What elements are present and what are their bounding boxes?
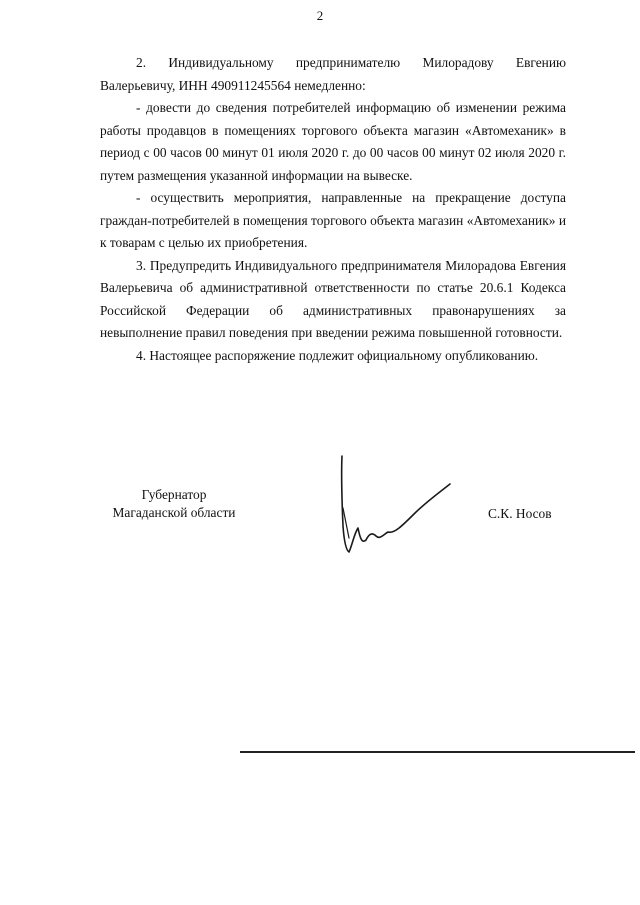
paragraph-2-item-2: - осуществить мероприятия, направленные на прекращение доступа граждан-потребителей в помещения торгового объекта магазин «Автомеханик» и к товарам с целью их приобретения.	[100, 190, 566, 250]
scan-edge-line	[240, 751, 635, 753]
paragraph-3: 3. Предупредить Индивидуального предпринимателя Милорадова Евгения Валерьевича об административной ответственности по статье 20.6.1 Кодекса Российской Федерации об административных правонарушениях за невыполнение правил поведения при введении режима повышенной готовности.	[100, 257, 566, 340]
paragraph-4: 4. Настоящее распоряжение подлежит официальному опубликованию.	[136, 347, 539, 363]
paragraph-2-item-1: - довести до сведения потребителей информацию об изменении режима работы продавцов в помещениях торгового объекта магазин «Автомеханик» в период с 00 часов 00 минут 01 июля 2020 г. до 00 часов 00 минут 02 июля 2020 г. путем размещения указанной информации на вывеске.	[100, 100, 566, 183]
document-body	[100, 52, 566, 367]
signatory-title-line2: Магаданской области	[112, 505, 236, 520]
page-number: 2	[316, 8, 324, 23]
signatory-title	[105, 486, 243, 522]
paragraph-2: 2. Индивидуальному предпринимателю Милорадову Евгению Валерьевичу, ИНН 490911245564 немедленно:	[100, 55, 566, 93]
signatory-title-line1: Губернатор	[141, 487, 207, 502]
signatory-name: С.К. Носов	[488, 506, 552, 521]
handwritten-signature	[322, 448, 472, 568]
